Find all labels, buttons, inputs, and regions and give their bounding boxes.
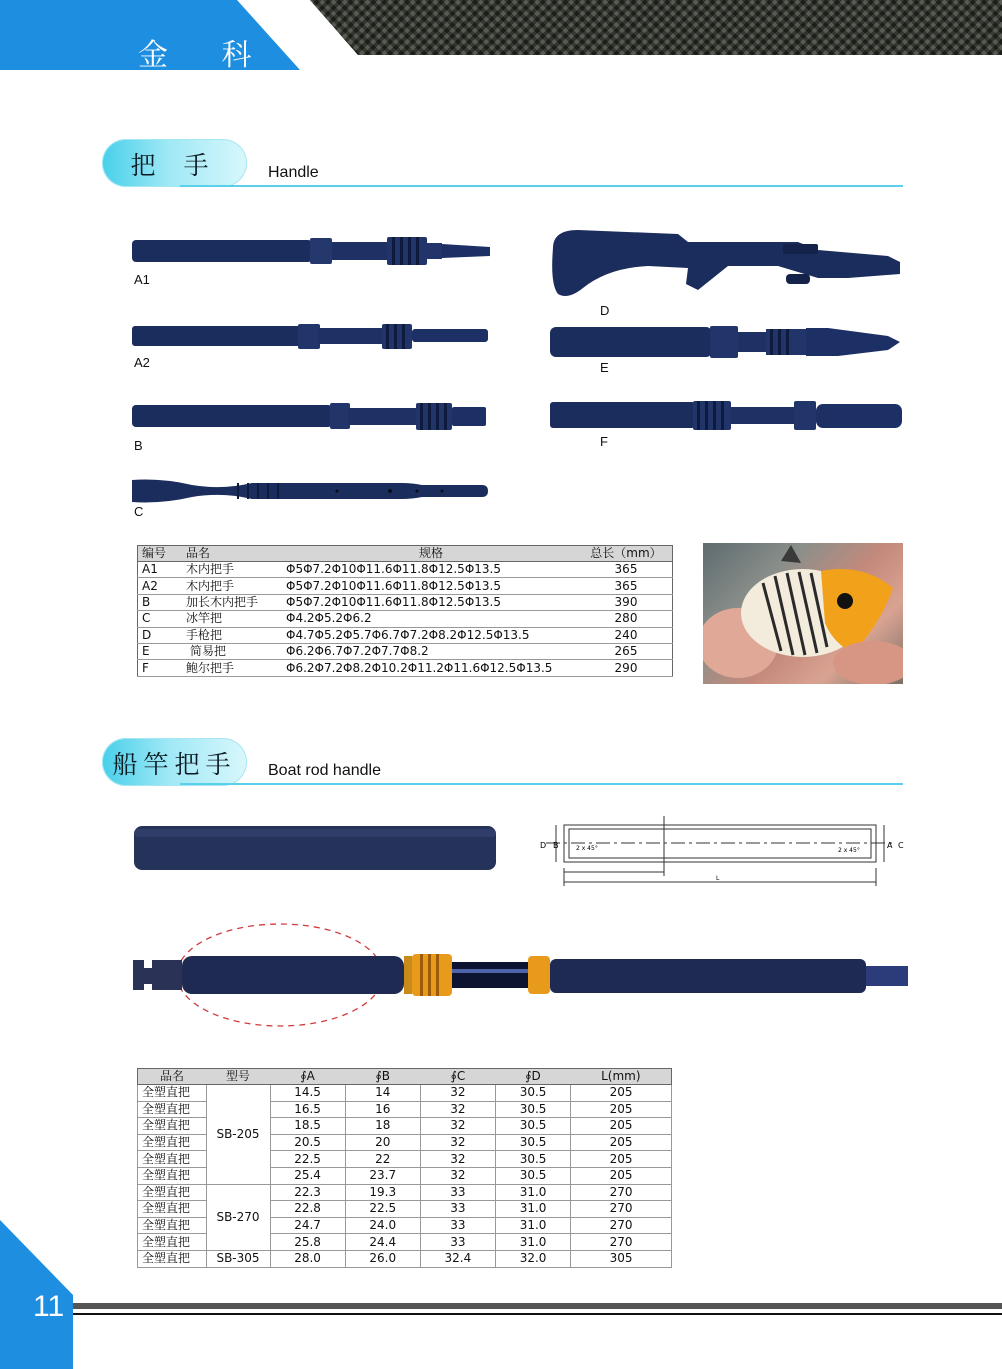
cell-c: 32: [420, 1151, 495, 1168]
cell-c: 32: [420, 1134, 495, 1151]
cell-b: 26.0: [345, 1250, 420, 1267]
cell-a: 22.5: [270, 1151, 345, 1168]
table-row: [138, 611, 673, 627]
col-header-a: ∮A: [270, 1069, 345, 1085]
table-row: [138, 578, 673, 594]
cell-model: SB-270: [206, 1184, 270, 1250]
section-title-cn: 船竿把手: [112, 750, 237, 779]
cell-b: 24.0: [345, 1217, 420, 1234]
cell-name: 全塑直把: [138, 1234, 207, 1251]
header-carbon-band: [310, 0, 1002, 55]
cell-d: 31.0: [495, 1234, 570, 1251]
cell-c: 32: [420, 1118, 495, 1135]
handle-d-image: [548, 228, 903, 300]
cell-l: 205: [571, 1167, 672, 1184]
handle-spec-table: [137, 545, 673, 677]
cell-b: 22: [345, 1151, 420, 1168]
col-header-name: 品名: [182, 546, 282, 562]
cell-name: 简易把: [182, 643, 282, 659]
cell-code: A1: [138, 562, 183, 578]
label-e: E: [600, 360, 609, 375]
cell-name: 全塑直把: [138, 1151, 207, 1168]
cell-c: 33: [420, 1184, 495, 1201]
table-header-row: [138, 546, 673, 562]
cell-spec: Φ6.2Φ6.7Φ7.2Φ7.7Φ8.2: [282, 643, 580, 659]
cell-d: 31.0: [495, 1217, 570, 1234]
table-row: [138, 594, 673, 610]
cell-d: 30.5: [495, 1167, 570, 1184]
drawing-label-b: B: [553, 841, 559, 850]
cell-c: 32.4: [420, 1250, 495, 1267]
cell-l: 270: [571, 1234, 672, 1251]
cell-length: 290: [580, 660, 673, 676]
cell-l: 205: [571, 1101, 672, 1118]
cell-l: 305: [571, 1250, 672, 1267]
cell-a: 22.3: [270, 1184, 345, 1201]
cell-spec: Φ6.2Φ7.2Φ8.2Φ10.2Φ11.2Φ11.6Φ12.5Φ13.5: [282, 660, 580, 676]
cell-b: 14: [345, 1085, 420, 1102]
cell-d: 32.0: [495, 1250, 570, 1267]
section-rule: [180, 185, 903, 187]
cell-spec: Φ5Φ7.2Φ10Φ11.6Φ11.8Φ12.5Φ13.5: [282, 594, 580, 610]
cell-a: 14.5: [270, 1085, 345, 1102]
cell-length: 390: [580, 594, 673, 610]
table-row: [138, 627, 673, 643]
cell-c: 32: [420, 1167, 495, 1184]
cell-a: 16.5: [270, 1101, 345, 1118]
table-row: [138, 1184, 672, 1201]
handle-b-image: [132, 400, 492, 434]
page-number: 11: [33, 1290, 65, 1323]
col-header-length: 总长（mm）: [580, 546, 673, 562]
cell-name: 全塑直把: [138, 1134, 207, 1151]
section-title-cn: 把 手: [130, 151, 219, 180]
cell-length: 365: [580, 578, 673, 594]
label-d: D: [600, 303, 610, 318]
cell-a: 25.8: [270, 1234, 345, 1251]
cell-name: 冰竿把: [182, 611, 282, 627]
cell-name: 全塑直把: [138, 1118, 207, 1135]
foam-grip-image: [134, 826, 498, 872]
boat-rod-image: [130, 922, 910, 1030]
table-row: [138, 643, 673, 659]
cell-name: 加长木内把手: [182, 594, 282, 610]
cell-spec: Φ4.7Φ5.2Φ5.7Φ6.7Φ7.2Φ8.2Φ12.5Φ13.5: [282, 627, 580, 643]
cell-length: 265: [580, 643, 673, 659]
cell-a: 20.5: [270, 1134, 345, 1151]
cell-c: 32: [420, 1101, 495, 1118]
cell-spec: Φ5Φ7.2Φ10Φ11.6Φ11.8Φ12.5Φ13.5: [282, 562, 580, 578]
drawing-label-d: D: [540, 841, 547, 850]
cell-b: 18: [345, 1118, 420, 1135]
col-header-model: 型号: [206, 1069, 270, 1085]
cell-name: 木内把手: [182, 578, 282, 594]
cell-b: 16: [345, 1101, 420, 1118]
cell-d: 30.5: [495, 1085, 570, 1102]
brand-title: 金 科: [138, 38, 274, 73]
cell-spec: Φ4.2Φ5.2Φ6.2: [282, 611, 580, 627]
cell-code: E: [138, 643, 183, 659]
col-header-b: ∮B: [345, 1069, 420, 1085]
cell-c: 33: [420, 1217, 495, 1234]
cell-code: F: [138, 660, 183, 676]
handle-f-image: [550, 398, 905, 434]
cell-b: 20: [345, 1134, 420, 1151]
cell-c: 32: [420, 1085, 495, 1102]
cell-l: 270: [571, 1184, 672, 1201]
cell-model: SB-205: [206, 1085, 270, 1185]
cell-model: SB-305: [206, 1250, 270, 1267]
cell-d: 30.5: [495, 1101, 570, 1118]
label-f: F: [600, 434, 608, 449]
footer-rule-thin: [73, 1313, 1002, 1315]
handle-e-image: [548, 322, 903, 362]
cell-code: B: [138, 594, 183, 610]
col-header-l: L(mm): [571, 1069, 672, 1085]
fish-illustration: [703, 543, 903, 684]
drawing-chamfer-left: 2 x 45°: [576, 845, 598, 852]
cell-name: 鲍尔把手: [182, 660, 282, 676]
fish-photo: [703, 543, 903, 684]
cell-d: 30.5: [495, 1134, 570, 1151]
cell-l: 205: [571, 1085, 672, 1102]
handle-c-image: [132, 474, 492, 508]
cell-a: 18.5: [270, 1118, 345, 1135]
section-badge-handle: [102, 139, 247, 187]
col-header-name: 品名: [138, 1069, 207, 1085]
cell-c: 33: [420, 1234, 495, 1251]
cell-length: 280: [580, 611, 673, 627]
cell-length: 240: [580, 627, 673, 643]
cell-l: 205: [571, 1151, 672, 1168]
label-c: C: [134, 504, 144, 519]
cell-d: 31.0: [495, 1184, 570, 1201]
cell-c: 33: [420, 1201, 495, 1218]
cell-length: 365: [580, 562, 673, 578]
technical-drawing: [536, 808, 906, 888]
handle-a1-image: [132, 234, 492, 270]
cell-l: 205: [571, 1118, 672, 1135]
section-badge-boat: [102, 738, 247, 786]
cell-b: 19.3: [345, 1184, 420, 1201]
cell-spec: Φ5Φ7.2Φ10Φ11.6Φ11.8Φ12.5Φ13.5: [282, 578, 580, 594]
cell-name: 全塑直把: [138, 1250, 207, 1267]
cell-a: 28.0: [270, 1250, 345, 1267]
handle-a2-image: [132, 321, 492, 353]
cell-a: 24.7: [270, 1217, 345, 1234]
section-rule: [180, 783, 903, 785]
cell-name: 全塑直把: [138, 1217, 207, 1234]
cell-a: 25.4: [270, 1167, 345, 1184]
cell-code: C: [138, 611, 183, 627]
cell-l: 205: [571, 1134, 672, 1151]
table-row: [138, 1085, 672, 1102]
cell-name: 全塑直把: [138, 1167, 207, 1184]
cell-d: 30.5: [495, 1118, 570, 1135]
col-header-d: ∮D: [495, 1069, 570, 1085]
drawing-label-a: A: [887, 841, 893, 850]
col-header-code: 编号: [138, 546, 183, 562]
cell-l: 270: [571, 1217, 672, 1234]
cell-name: 全塑直把: [138, 1184, 207, 1201]
cell-l: 270: [571, 1201, 672, 1218]
cell-b: 22.5: [345, 1201, 420, 1218]
cell-b: 23.7: [345, 1167, 420, 1184]
col-header-spec: 规格: [282, 546, 580, 562]
cell-b: 24.4: [345, 1234, 420, 1251]
cell-name: 全塑直把: [138, 1085, 207, 1102]
table-header-row: [138, 1069, 672, 1085]
table-row: [138, 562, 673, 578]
drawing-label-c: C: [898, 841, 904, 850]
cell-name: 全塑直把: [138, 1201, 207, 1218]
label-b: B: [134, 438, 143, 453]
cell-name: 手枪把: [182, 627, 282, 643]
cell-d: 31.0: [495, 1201, 570, 1218]
footer-rule-thick: [73, 1303, 1002, 1309]
boat-spec-table: [137, 1068, 672, 1268]
cell-code: A2: [138, 578, 183, 594]
cell-name: 全塑直把: [138, 1101, 207, 1118]
label-a2: A2: [134, 355, 150, 370]
table-row: [138, 660, 673, 676]
cell-code: D: [138, 627, 183, 643]
col-header-c: ∮C: [420, 1069, 495, 1085]
section-title-en: Boat rod handle: [268, 762, 381, 779]
cell-name: 木内把手: [182, 562, 282, 578]
label-a1: A1: [134, 272, 150, 287]
table-row: [138, 1250, 672, 1267]
drawing-label-l: L: [716, 875, 720, 882]
section-title-en: Handle: [268, 164, 319, 181]
cell-a: 22.8: [270, 1201, 345, 1218]
drawing-chamfer-right: 2 x 45°: [838, 847, 860, 854]
cell-d: 30.5: [495, 1151, 570, 1168]
